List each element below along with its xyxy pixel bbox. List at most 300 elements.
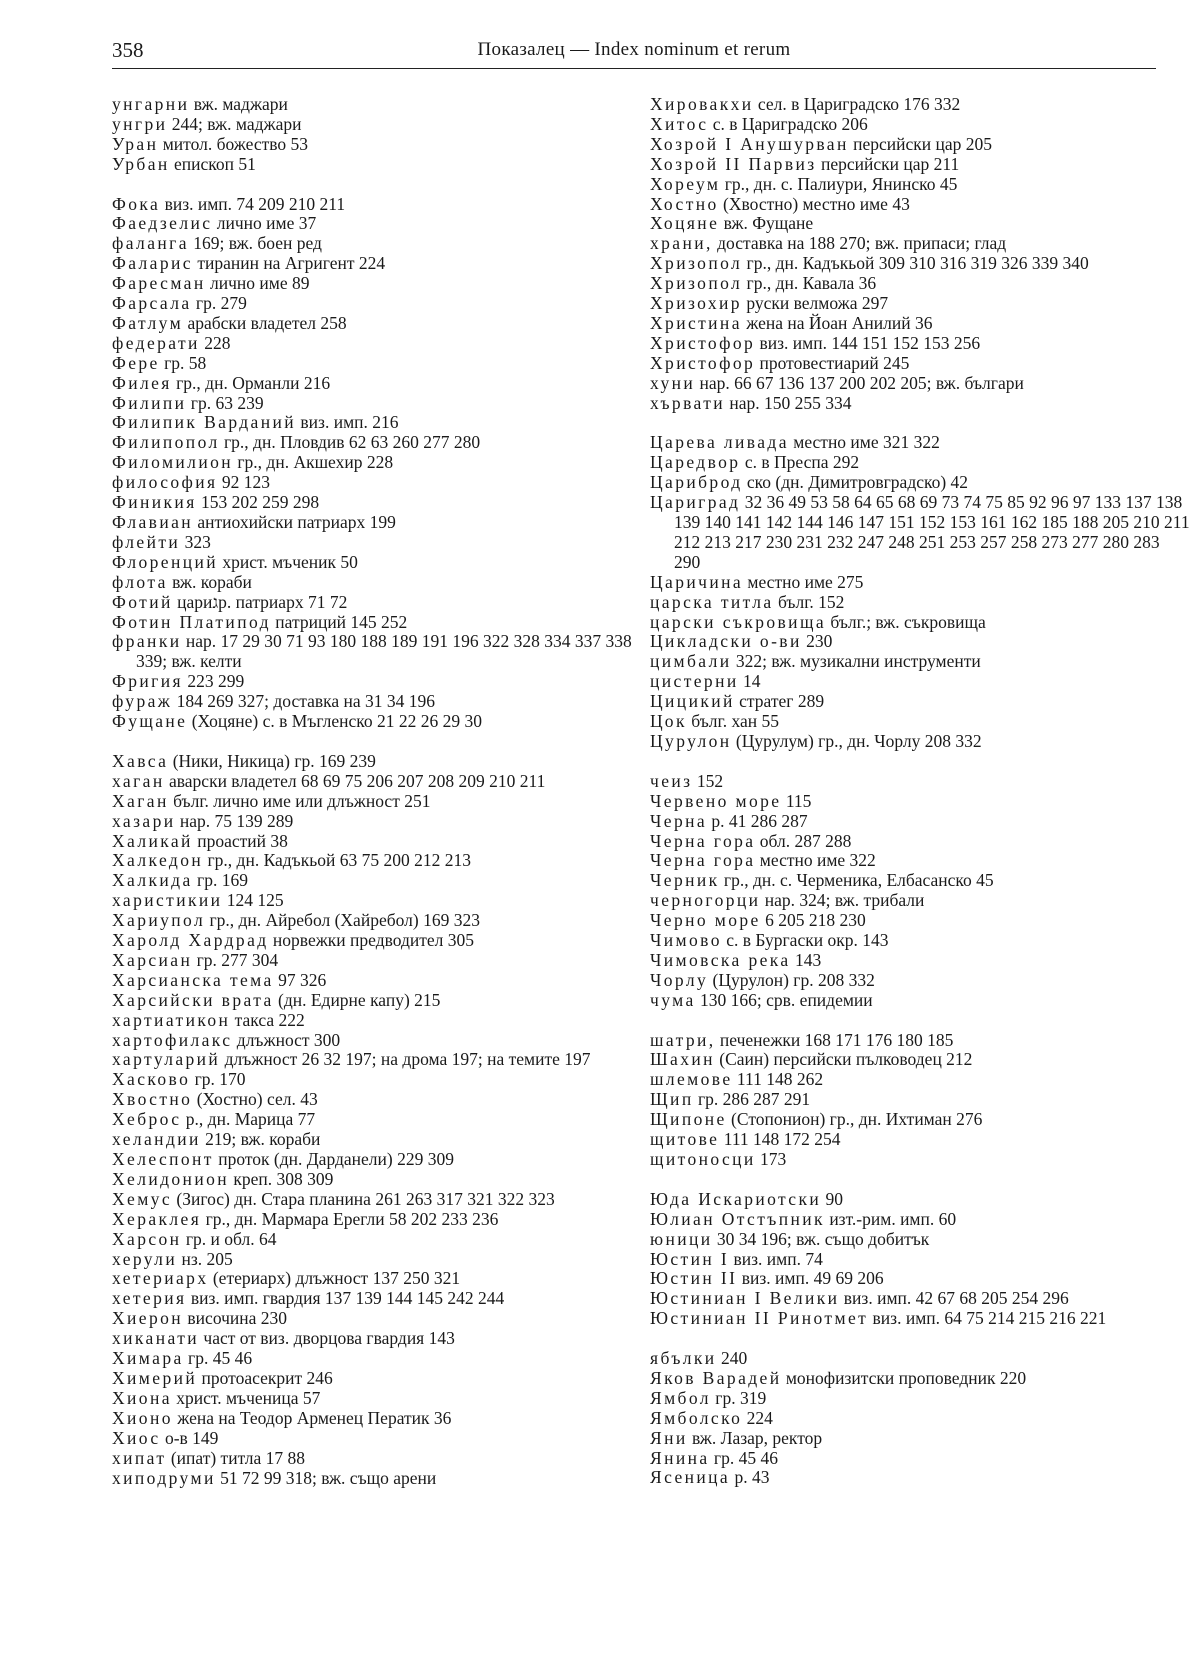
entry-references: вж. кораби — [172, 571, 252, 592]
entry-headword: Халкида — [112, 870, 193, 891]
entry-headword: хуни — [650, 372, 696, 393]
entry-references: персийски цар 211 — [820, 153, 960, 174]
entry-references: (Хвостно) местно име 43 — [723, 193, 910, 214]
entry-references: 323 — [184, 531, 211, 552]
index-entry — [650, 1468, 1190, 1488]
entry-references: монофизитски проповедник 220 — [785, 1367, 1027, 1388]
index-entry — [112, 493, 652, 513]
index-entry — [650, 772, 1190, 792]
entry-headword: Хеброс — [112, 1109, 182, 1130]
index-section-c — [650, 433, 1190, 752]
index-entry — [112, 1070, 652, 1090]
entry-headword: Хостно — [650, 193, 719, 214]
entry-references: гр. 63 239 — [190, 392, 264, 413]
left-column — [112, 95, 652, 1488]
index-entry — [112, 1329, 652, 1349]
index-entry — [650, 732, 1190, 752]
entry-references: с. в Цариградско 206 — [712, 113, 868, 134]
entry-references: 115 — [785, 790, 812, 811]
entry-references: 51 72 99 318; вж. също арени — [220, 1467, 437, 1488]
entry-headword: Ямбол — [650, 1387, 711, 1408]
entry-references: гр., дн. Пловдив 62 63 260 277 280 — [224, 432, 481, 453]
index-entry — [112, 1190, 652, 1210]
entry-headword: Хитос — [650, 113, 709, 134]
index-entry — [650, 1070, 1190, 1090]
entry-references: местно име 275 — [747, 571, 864, 592]
index-entry — [650, 573, 1190, 593]
index-entry — [650, 453, 1190, 473]
entry-references: антиохийски патриарх 199 — [197, 512, 396, 533]
index-entry — [112, 1210, 652, 1230]
index-section-f — [112, 195, 652, 732]
entry-references: (Хостно) сел. 43 — [196, 1089, 318, 1110]
index-entry — [112, 394, 652, 414]
index-entry — [650, 1269, 1190, 1289]
index-entry — [112, 453, 652, 473]
entry-headword: Флавиан — [112, 512, 194, 533]
entry-headword: Цариброд — [650, 472, 743, 493]
entry-headword: Хризопол — [650, 273, 743, 294]
entry-references: 322; вж. музикални инструменти — [735, 651, 981, 672]
entry-headword: царски съкровища — [650, 611, 826, 632]
entry-references: гр. 58 — [164, 352, 207, 373]
index-entry — [112, 871, 652, 891]
entry-references: цариגр. патриарх 71 72 — [177, 591, 348, 612]
entry-references: виз. имп. 216 — [300, 412, 399, 433]
entry-headword: Чимовска река — [650, 949, 791, 970]
entry-references: доставка на 188 270; вж. припаси; глад — [717, 233, 1007, 254]
entry-references: (Цурулум) гр., дн. Чорлу 208 332 — [735, 730, 982, 751]
entry-headword: ябълки — [650, 1348, 717, 1369]
entry-references: гр. 286 287 291 — [697, 1089, 811, 1110]
entry-headword: Филипи — [112, 392, 187, 413]
entry-references: 92 123 — [221, 472, 270, 493]
index-entry — [112, 851, 652, 871]
right-column — [650, 95, 1190, 1488]
entry-headword: Цариград — [650, 492, 741, 513]
index-entry — [650, 95, 1190, 115]
entry-references: нар. 75 139 289 — [179, 810, 294, 831]
entry-headword: Хореум — [650, 173, 721, 194]
index-entry — [112, 1050, 652, 1070]
entry-references: 97 326 — [278, 969, 327, 990]
index-entry — [112, 513, 652, 533]
index-entry — [650, 1090, 1190, 1110]
entry-references: (дн. Едирне капу) 215 — [278, 989, 441, 1010]
entry-headword: Черна гора — [650, 850, 756, 871]
entry-references: гр. 319 — [715, 1387, 767, 1408]
index-section-ch — [650, 772, 1190, 1011]
entry-references: р. 41 286 287 — [711, 810, 808, 831]
index-entry — [112, 214, 652, 234]
entry-references: 240 — [720, 1348, 748, 1369]
index-entry — [112, 712, 652, 732]
entry-headword: Хераклея — [112, 1208, 202, 1229]
entry-references: гр., дн. Кадъкьой 309 310 316 319 326 339 340 — [746, 253, 1089, 274]
entry-headword: хиканати — [112, 1328, 200, 1349]
entry-headword: черногорци — [650, 890, 761, 911]
entry-headword: хипат — [112, 1447, 167, 1468]
index-entry — [650, 1369, 1190, 1389]
entry-references: виз. имп. 144 151 152 153 256 — [759, 332, 981, 353]
index-entry — [650, 1210, 1190, 1230]
entry-headword: Флоренций — [112, 551, 219, 572]
entry-references: 143 — [794, 949, 822, 970]
entry-references: (Хоцяне) с. в Мъгленско 21 22 26 29 30 — [191, 711, 483, 732]
index-section-u — [112, 95, 652, 175]
entry-references: проастий 38 — [197, 830, 288, 851]
entry-headword: Фаларис — [112, 253, 193, 274]
entry-references: митол. божество 53 — [162, 133, 309, 154]
index-entry — [112, 314, 652, 334]
index-entry — [112, 1429, 652, 1449]
index-entry — [650, 394, 1190, 414]
entry-references: (ипат) титла 17 88 — [170, 1447, 306, 1468]
index-entry — [650, 1250, 1190, 1270]
entry-headword: Хозрой I Анушурван — [650, 133, 849, 154]
entry-references: печенежки 168 171 176 180 185 — [719, 1029, 954, 1050]
index-entry — [112, 254, 652, 274]
index-entry — [650, 851, 1190, 871]
entry-headword: Фотин Платипод — [112, 611, 271, 632]
entry-references: гр. 279 — [195, 293, 247, 314]
index-entry — [650, 1130, 1190, 1150]
entry-headword: Филомилион — [112, 452, 233, 473]
entry-references: част от виз. дворцова гвардия 143 — [203, 1328, 455, 1349]
entry-references: 6 205 218 230 — [765, 910, 866, 931]
entry-headword: Христофор — [650, 352, 756, 373]
entry-references: норвежки предводител 305 — [272, 930, 475, 951]
entry-headword: флота — [112, 571, 168, 592]
entry-headword: Уран — [112, 133, 159, 154]
index-entry — [112, 792, 652, 812]
entry-references: (етериарх) длъжност 137 250 321 — [212, 1268, 461, 1289]
entry-headword: цимбали — [650, 651, 732, 672]
entry-references: епископ 51 — [174, 153, 256, 174]
entry-references: виз. имп. 42 67 68 205 254 296 — [843, 1288, 1069, 1309]
entry-headword: фаланга — [112, 233, 189, 254]
entry-headword: Хиона — [112, 1387, 172, 1408]
entry-headword: Хемус — [112, 1188, 172, 1209]
index-entry — [112, 354, 652, 374]
entry-references: гр. 170 — [194, 1069, 246, 1090]
entry-headword: Фере — [112, 352, 160, 373]
entry-references: жена на Теодор Арменец Ператик 36 — [177, 1407, 452, 1428]
entry-references: 228 — [204, 332, 231, 353]
index-entry — [112, 533, 652, 553]
entry-headword: Фаресман — [112, 273, 206, 294]
entry-references: местно име 321 322 — [793, 432, 940, 453]
entry-headword: Хризохир — [650, 293, 742, 314]
entry-references: лично име 37 — [216, 213, 317, 234]
entry-headword: Харсиан — [112, 949, 193, 970]
entry-references: 124 125 — [226, 890, 284, 911]
entry-references: бълг.; вж. съкровища — [830, 611, 986, 632]
entry-headword: хартофилакс — [112, 1029, 233, 1050]
entry-headword: Финикия — [112, 492, 197, 513]
entry-headword: унгарни — [112, 94, 190, 114]
index-entry — [650, 1190, 1190, 1210]
index-entry — [650, 931, 1190, 951]
entry-headword: Щип — [650, 1089, 694, 1110]
entry-headword: хървати — [650, 392, 726, 413]
entry-headword: Цикладски о-ви — [650, 631, 802, 652]
entry-headword: шатри, — [650, 1029, 716, 1050]
index-entry — [650, 712, 1190, 732]
entry-references: (Саин) персийски пълководец 212 — [719, 1049, 973, 1070]
index-entry — [112, 1150, 652, 1170]
index-entry — [650, 652, 1190, 672]
entry-references: бълг. 152 — [777, 591, 845, 612]
entry-headword: Хоцяне — [650, 213, 720, 234]
entry-references: (Цурулон) гр. 208 332 — [712, 969, 875, 990]
entry-headword: Чорлу — [650, 969, 709, 990]
entry-references: креп. 308 309 — [233, 1168, 334, 1189]
index-entry — [650, 951, 1190, 971]
entry-references: (Стопонион) гр., дн. Ихтиман 276 — [731, 1109, 983, 1130]
entry-headword: Юстин II — [650, 1268, 738, 1289]
entry-headword: Хвостно — [112, 1089, 193, 1110]
index-section-sh — [650, 1031, 1190, 1170]
entry-headword: Фарсала — [112, 293, 192, 314]
entry-references: бълг. хан 55 — [691, 711, 779, 732]
entry-references: руски велможа 297 — [746, 293, 889, 314]
index-entry — [112, 772, 652, 792]
index-entry — [112, 672, 652, 692]
index-entry — [112, 1369, 652, 1389]
entry-headword: Хризопол — [650, 253, 743, 274]
entry-headword: царска титла — [650, 591, 774, 612]
entry-references: аварски владетел 68 69 75 206 207 208 209 210 211 — [168, 770, 546, 791]
entry-references: нз. 205 — [181, 1248, 233, 1269]
index-section-yu — [650, 1190, 1190, 1329]
entry-references: виз. имп. 49 69 206 — [741, 1268, 884, 1289]
entry-references: протовестиарий 245 — [759, 352, 910, 373]
index-entry — [112, 135, 652, 155]
index-entry — [112, 971, 652, 991]
entry-references: 130 166; срв. епидемии — [700, 989, 873, 1010]
index-entry — [112, 1031, 652, 1051]
entry-references: христ. мъченица 57 — [176, 1387, 321, 1408]
entry-headword: Урбан — [112, 153, 170, 174]
entry-references: 184 269 327; доставка на 31 34 196 — [176, 691, 436, 712]
index-entry — [112, 553, 652, 573]
entry-references: гр., дн. с. Палиури, Янинско 45 — [724, 173, 958, 194]
entry-references: 153 202 259 298 — [201, 492, 320, 513]
entry-headword: Шахин — [650, 1049, 715, 1070]
entry-references: жена на Йоан Анилий 36 — [746, 312, 933, 333]
entry-headword: Халикай — [112, 830, 193, 851]
entry-references: 90 — [825, 1188, 844, 1209]
entry-references: 111 148 172 254 — [723, 1129, 841, 1150]
index-entry — [650, 1429, 1190, 1449]
index-entry — [112, 832, 652, 852]
entry-references: арабски владетел 258 — [187, 312, 347, 333]
entry-references: 32 36 49 53 58 64 65 68 69 73 74 75 85 92 96 97 133 137 138 139 140 141 142 144 146 147 151 152 153 161 162 185 188 205 210 211 212 213 217 230 231 232 247 248 251 253 257 258 273 277 280 283 290 — [674, 492, 1190, 572]
entry-headword: унгри — [112, 113, 168, 134]
entry-headword: Хиерон — [112, 1308, 184, 1329]
index-entry — [112, 274, 652, 294]
index-entry — [112, 891, 652, 911]
index-entry — [112, 1110, 652, 1130]
entry-references: лично име 89 — [209, 273, 310, 294]
index-entry — [112, 1349, 652, 1369]
entry-headword: Юлиан Отстъпник — [650, 1208, 825, 1229]
index-entry — [112, 1250, 652, 1270]
entry-references: тиранин на Агригент 224 — [197, 253, 386, 274]
index-entry — [112, 1289, 652, 1309]
entry-headword: Черна — [650, 810, 708, 831]
entry-references: такса 222 — [234, 1009, 305, 1030]
entry-references: проток (дн. Дарданели) 229 309 — [218, 1149, 454, 1169]
index-entry — [112, 1011, 652, 1031]
entry-references: нар. 150 255 334 — [729, 392, 852, 413]
entry-headword: федерати — [112, 332, 200, 353]
index-entry — [112, 1090, 652, 1110]
entry-references: 152 — [696, 770, 724, 791]
entry-headword: Хелидонион — [112, 1168, 230, 1189]
index-entry — [650, 1050, 1190, 1070]
entry-references: гр. и обл. 64 — [185, 1228, 277, 1249]
entry-references: 169; вж. боен ред — [193, 233, 322, 254]
entry-references: гр., дн. Орманли 216 — [176, 372, 331, 393]
index-entry — [112, 433, 652, 453]
index-entry — [112, 692, 652, 712]
entry-references: гр., дн. Айребол (Хайребол) 169 323 — [209, 910, 480, 931]
entry-headword: Филея — [112, 372, 172, 393]
index-entry — [650, 632, 1190, 652]
entry-headword: Ямболско — [650, 1407, 743, 1428]
index-entry — [650, 155, 1190, 175]
entry-headword: Червено море — [650, 790, 782, 811]
entry-headword: Хариупол — [112, 910, 206, 931]
entry-headword: хартуларий — [112, 1049, 221, 1070]
index-entry — [650, 1289, 1190, 1309]
entry-headword: херули — [112, 1248, 178, 1269]
index-entry — [112, 95, 652, 115]
entry-references: р., дн. Марица 77 — [185, 1109, 316, 1130]
entry-references: с. в Преспа 292 — [744, 452, 860, 473]
entry-headword: чеиз — [650, 770, 693, 791]
entry-references: бълг. лично име или длъжност 251 — [173, 790, 431, 811]
entry-references: гр., дн. с. Черменика, Елбасанско 45 — [723, 870, 994, 891]
entry-headword: Фаедзелис — [112, 213, 213, 234]
entry-references: нар. 17 29 30 71 93 180 188 189 191 196 322 328 334 337 338 339; вж. келти — [136, 631, 632, 672]
entry-headword: Фотий — [112, 591, 173, 612]
entry-references: 111 148 262 — [736, 1069, 824, 1090]
entry-references: 224 — [746, 1407, 773, 1428]
index-entry — [650, 832, 1190, 852]
entry-references: вж. Лазар, ректор — [691, 1427, 823, 1448]
entry-references: длъжност 300 — [236, 1029, 341, 1050]
index-entry — [650, 354, 1190, 374]
entry-references: височина 230 — [187, 1308, 288, 1329]
index-entry — [112, 234, 652, 254]
entry-references: 219; вж. кораби — [205, 1129, 321, 1150]
index-entry — [112, 573, 652, 593]
index-entry — [112, 812, 652, 832]
entry-references: местно име 322 — [759, 850, 876, 871]
entry-references: (Ники, Никица) гр. 169 239 — [172, 750, 376, 771]
entry-headword: Ясеница — [650, 1467, 731, 1488]
entry-references: сел. в Цариградско 176 332 — [757, 94, 961, 114]
entry-references: гр. 277 304 — [196, 949, 279, 970]
entry-references: 14 — [742, 671, 761, 692]
index-entry — [112, 991, 652, 1011]
index-entry — [650, 433, 1190, 453]
entry-references: обл. 287 288 — [759, 830, 852, 851]
entry-headword: Харсон — [112, 1228, 182, 1249]
index-entry — [650, 135, 1190, 155]
running-title: Показалец — Index nominum et rerum — [477, 39, 791, 60]
entry-headword: Чимово — [650, 930, 722, 951]
index-entry — [650, 493, 1190, 573]
index-entry — [650, 1230, 1190, 1250]
index-entry — [112, 294, 652, 314]
index-entry — [650, 1349, 1190, 1369]
entry-headword: Янина — [650, 1447, 710, 1468]
entry-references: гр. 45 46 — [713, 1447, 778, 1468]
index-entry — [112, 195, 652, 215]
entry-headword: Христина — [650, 312, 742, 333]
index-entry — [112, 1269, 652, 1289]
entry-references: стратег 289 — [739, 691, 825, 712]
entry-headword: щитоносци — [650, 1148, 756, 1169]
entry-references: вж. маджари — [193, 94, 288, 114]
entry-headword: Хасково — [112, 1069, 191, 1090]
index-entry — [112, 1309, 652, 1329]
entry-headword: философия — [112, 472, 218, 493]
index-entry — [650, 792, 1190, 812]
entry-references: патриций 145 252 — [275, 611, 408, 632]
entry-headword: Харсианска тема — [112, 969, 274, 990]
entry-headword: Хелеспонт — [112, 1149, 214, 1169]
entry-headword: Хаган — [112, 790, 169, 811]
entry-references: 230 — [806, 631, 833, 652]
index-section-h — [112, 752, 652, 1489]
index-entry — [112, 374, 652, 394]
index-entry — [650, 1449, 1190, 1469]
entry-references: ско (дн. Димитровградско) 42 — [746, 472, 969, 493]
index-entry — [650, 1389, 1190, 1409]
index-entry — [650, 971, 1190, 991]
index-entry — [650, 195, 1190, 215]
entry-headword: цистерни — [650, 671, 739, 692]
index-entry — [112, 413, 652, 433]
entry-headword: Химара — [112, 1348, 184, 1369]
entry-headword: Филипопол — [112, 432, 220, 453]
index-entry — [650, 334, 1190, 354]
index-entry — [112, 1449, 652, 1469]
index-entry — [112, 473, 652, 493]
index-entry — [650, 991, 1190, 1011]
index-entry — [112, 1389, 652, 1409]
entry-references: персийски цар 205 — [853, 133, 993, 154]
entry-references: христ. мъченик 50 — [222, 551, 358, 572]
entry-references: 30 34 196; вж. също добитък — [716, 1228, 930, 1249]
index-entry — [650, 314, 1190, 334]
entry-headword: Харсийски врата — [112, 989, 274, 1010]
entry-headword: Фригия — [112, 671, 183, 692]
index-entry — [650, 254, 1190, 274]
index-entry — [112, 951, 652, 971]
index-entry — [112, 632, 652, 672]
index-entry — [650, 911, 1190, 931]
index-entry — [112, 1230, 652, 1250]
entry-references: вж. Фущане — [723, 213, 814, 234]
index-entry — [112, 1469, 652, 1489]
index-entry — [650, 672, 1190, 692]
